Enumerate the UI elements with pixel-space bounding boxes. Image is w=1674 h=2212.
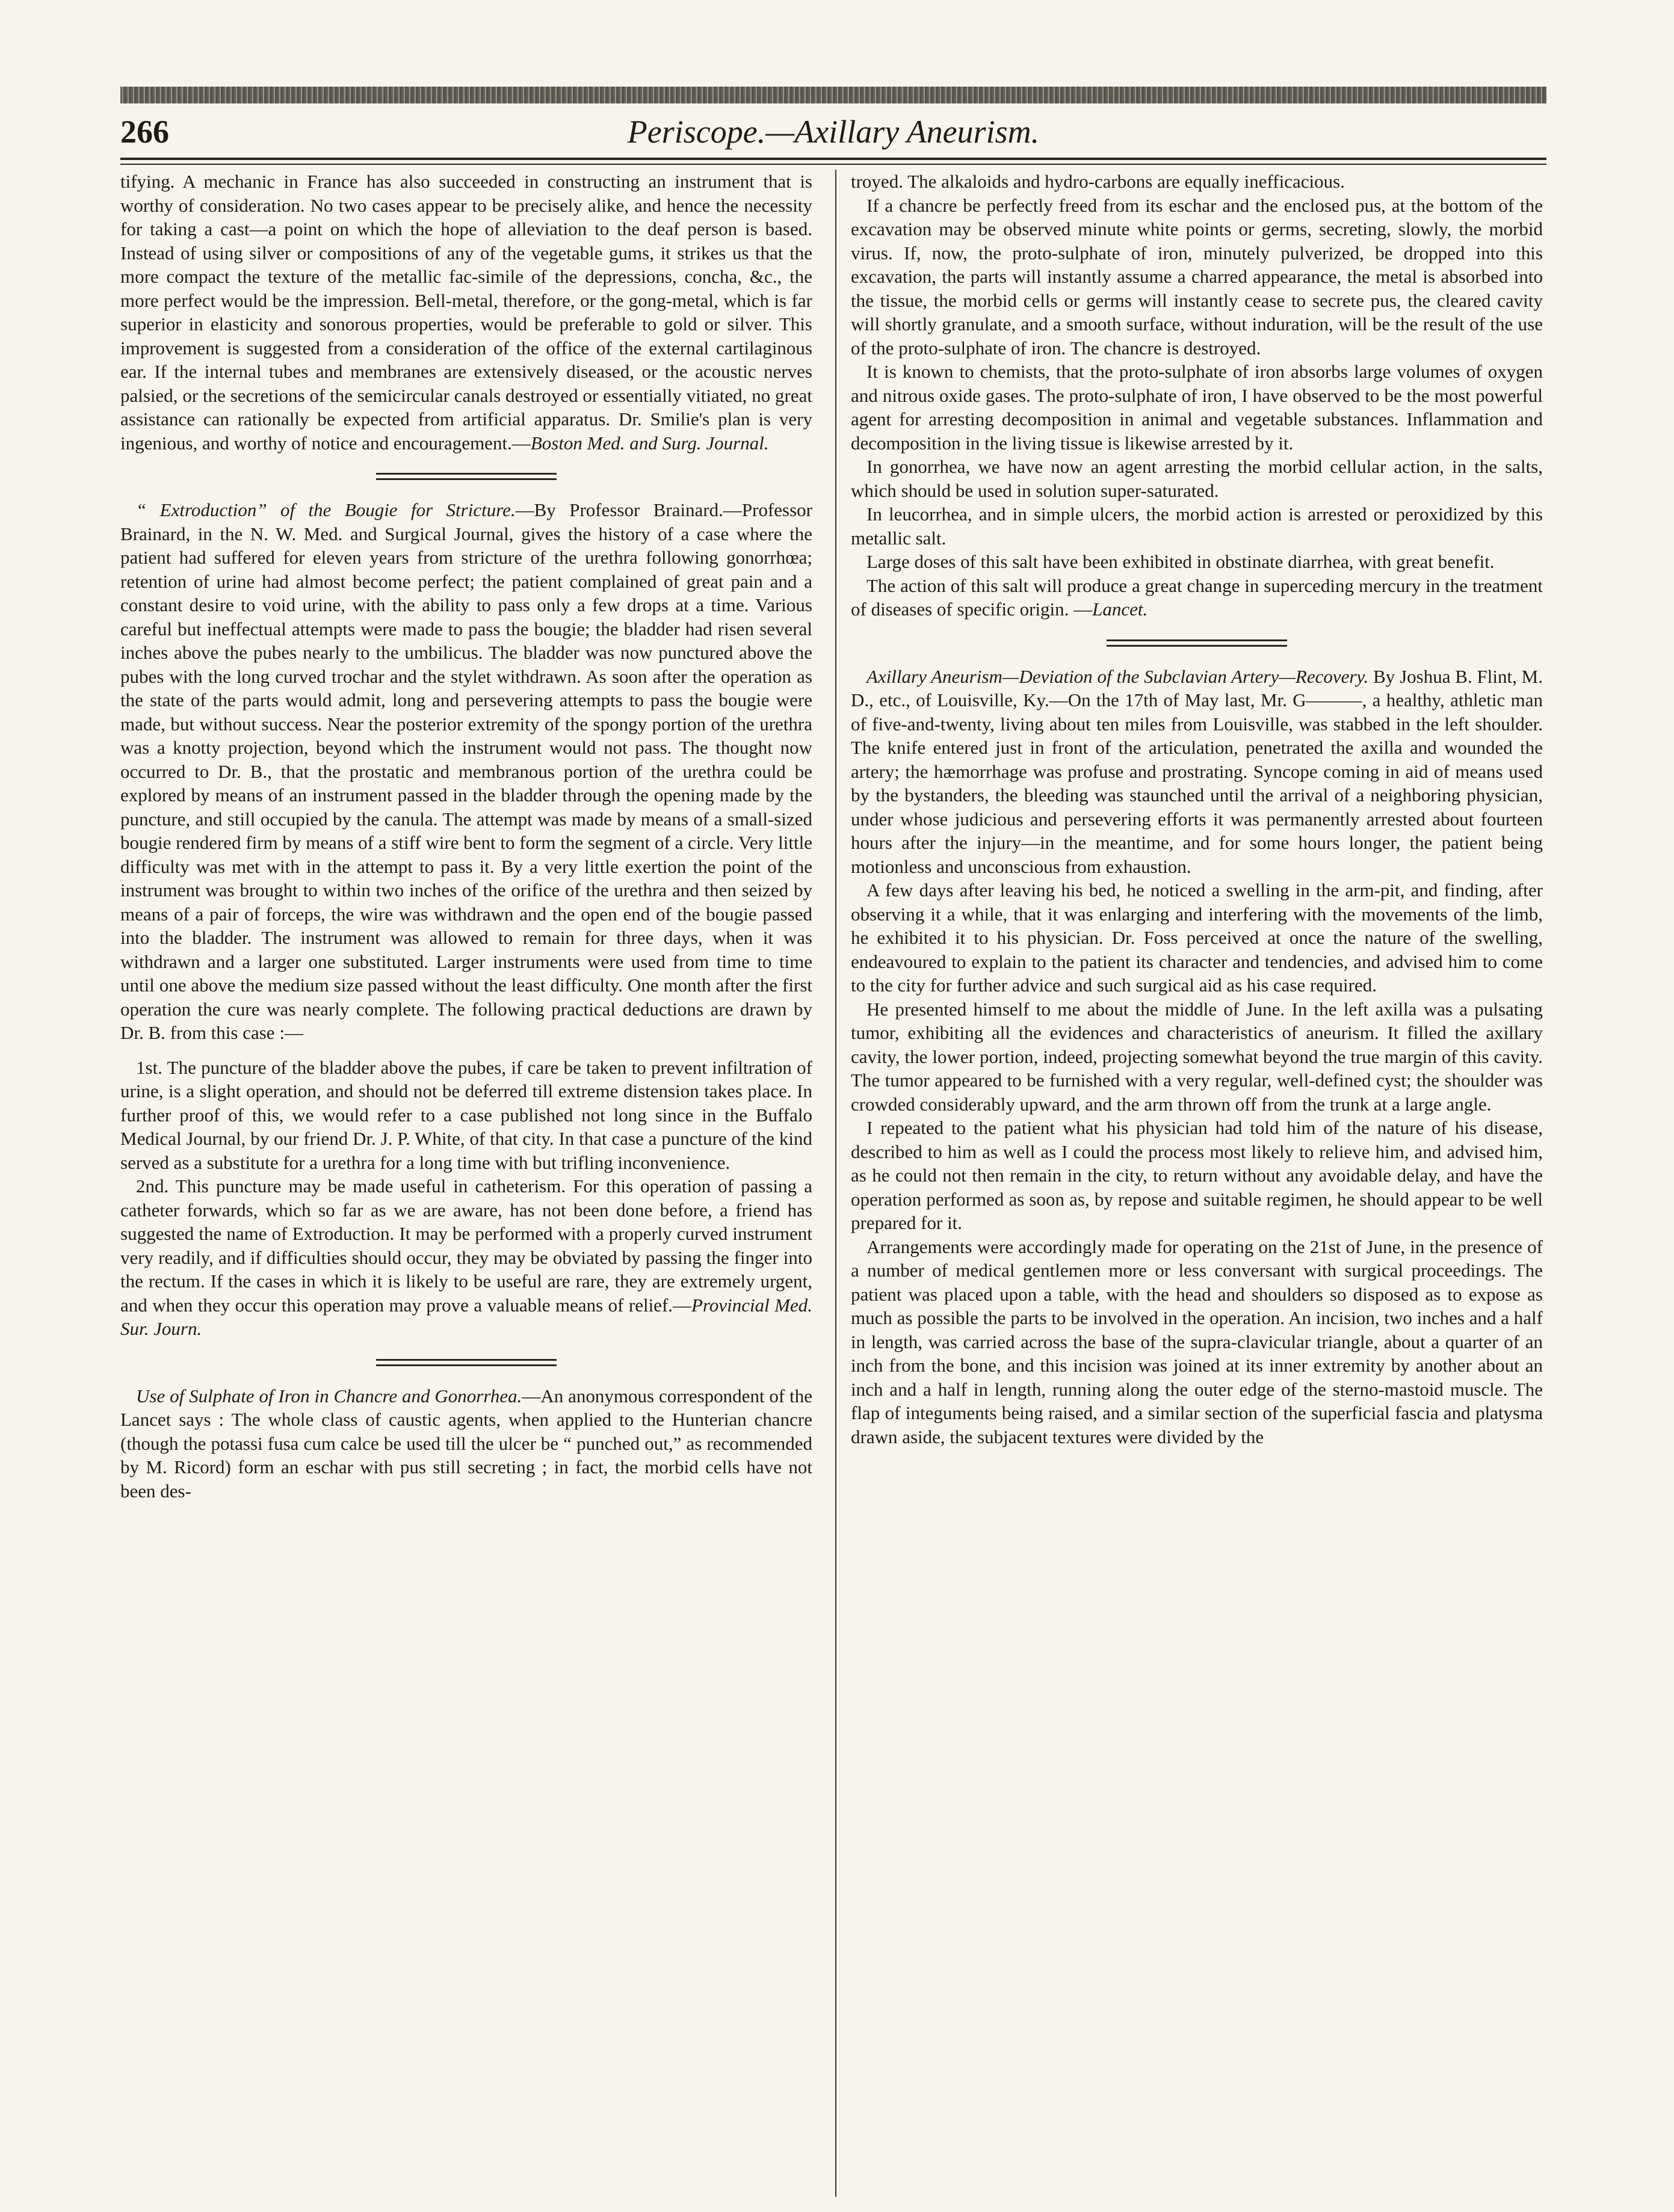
article-paragraph: Use of Sulphate of Iron in Chancre and Gonorrhea.—An anonymous correspondent of the Lancet says : The whole class of caustic agents, when applied to the Hunterian chancre (though the potassi fusa cum calce be used till the ulcer be “ punched out,” as recommended by M. Ricord) form an eschar with pus still secreting ; in fact, the morbid cells have not been des- (120, 1385, 813, 1502)
header-rule-thin (120, 164, 1546, 165)
paragraph: In gonorrhea, we have now an agent arresting the morbid cellular action, in the salts, which should be used in solution super-saturated. (851, 456, 1543, 501)
article-title: “ Extroduction” of the Bougie for Stricture. (136, 499, 516, 520)
paragraph: tifying. A mechanic in France has also succeeded in constructing an instrument that is worthy of consideration. No two cases appear to be precisely alike, and hence the necessity for taking a cast—a point on which the hope of alleviation to the deaf person is based. Instead of using silver or compositions of any of the vegetable gums, it strikes us that the more compact the texture of the metallic fac-simile of the depressions, concha, &c., the more perfect would be the impression. Bell-metal, therefore, or the gong-metal, which is far superior in elasticity and sonorous properties, would be preferable to gold or silver. This improvement is suggested from a consideration of the office of the external cartilaginous ear. If the internal tubes and membranes are extensively diseased, or the acoustic nerves palsied, or the secretions of the semicircular canals destroyed or essentially vitiated, no great assistance can rationally be expected from artificial apparatus. Dr. Smilie's plan is very ingenious, and worthy of notice and encouragement.—Boston Med. and Surg. Journal. (120, 171, 812, 454)
page-header (120, 107, 1546, 155)
paragraph: The action of this salt will produce a great change in superceding mercury in the treatment of diseases of specific origin. —Lancet. (851, 575, 1543, 620)
paragraph: troyed. The alkaloids and hydro-carbons are equally inefficacious. (851, 171, 1345, 192)
paragraph: 2nd. This puncture may be made useful in catheterism. For this operation of passing a catheter forwards, which so far as we are aware, has not been done before, a friend has suggested the name of Extroduction. It may be performed with a properly curved instrument very readily, and if difficulties should occur, they may be obviated by passing the finger into the rectum. If the cases in which it is likely to be useful are rare, they are extremely urgent, and when they occur this operation may prove a valuable means of relief.—Provincial Med. Sur. Journ. (120, 1175, 813, 1339)
page-number: 266 (120, 114, 169, 150)
article-paragraph: Axillary Aneurism—Deviation of the Subclavian Artery—Recovery. By Joshua B. Flint, M. D., etc., of Louisville, Ky.—On the 17th of May last, Mr. G———, a healthy, athletic man of five-and-twenty, living about ten miles from Louisville, was stabbed in the left shoulder. The knife entered just in front of the articulation, penetrated the axilla and wounded the artery; the hæmorrhage was profuse and prostrating. Syncope coming in aid of means used by the bystanders, the bleeding was staunched until the arrival of a neighboring physician, under whose judicious and persevering efforts it was permanently arrested about fourteen hours after the injury—in the meantime, and for some hours longer, the patient being motionless and unconscious from exhaustion. (851, 665, 1543, 877)
paragraph: In leucorrhea, and in simple ulcers, the morbid action is arrested or peroxidized by this metallic salt. (851, 504, 1543, 549)
right-column (851, 170, 1543, 1449)
section-separator (376, 473, 557, 480)
paragraph: He presented himself to me about the middle of June. In the left axilla was a pulsating tumor, exhibiting all the evidences and characteristics of aneurism. It filled the axillary cavity, the lower portion, indeed, projecting somewhat beyond the true margin of this cavity. The tumor appeared to be furnished with a very regular, well-defined cyst; the shoulder was crowded considerably upward, and the arm thrown off from the trunk at a large angle. (851, 998, 1543, 1115)
running-title: Periscope.—Axillary Aneurism. (627, 114, 1040, 150)
source-citation: Provincial Med. Sur. Journ. (120, 1294, 813, 1339)
header-rule (120, 158, 1546, 160)
paragraph: A few days after leaving his bed, he noticed a swelling in the arm-pit, and finding, after observing it a while, that it was enlarging and interfering with the movements of the limb, he exhibited it to his physician. Dr. Foss perceived at once the nature of the swelling, endeavoured to explain to the patient its character and tendencies, and advised him to come to the city for further advice and such surgical aid as his case required. (851, 880, 1543, 996)
section-separator (376, 1359, 557, 1366)
source-citation: Lancet. (1092, 599, 1148, 620)
top-ornamental-rule (120, 87, 1546, 103)
paragraph: 1st. The puncture of the bladder above the pubes, if care be taken to prevent infiltration of urine, is a slight operation, and should not be deferred till extreme distension takes place. In further proof of this, we would refer to a case published not long since in the Buffalo Medical Journal, by our friend Dr. J. P. White, of that city. In that case a puncture of the kind served as a substitute for a urethra for a long time with but trifling inconvenience. (120, 1056, 812, 1173)
section-separator (1107, 639, 1287, 647)
source-citation: Boston Med. and Surg. Journal. (530, 432, 769, 454)
paragraph: If a chancre be perfectly freed from its eschar and the enclosed pus, at the bottom of the excavation may be observed minute white points or germs, secreting, slowly, the morbid virus. If, now, the proto-sulphate of iron, minutely pulverized, be dropped into this excavation, the parts will instantly assume a charred appearance, the metal is absorbed into the tissue, the morbid cells or germs will instantly cease to secrete pus, the cleared cavity will shortly granulate, and a smooth surface, without induration, will be the result of the use of the proto-sulphate of iron. The chancre is destroyed. (851, 194, 1543, 359)
column-divider (835, 170, 836, 2197)
article-title: Use of Sulphate of Iron in Chancre and Gonorrhea. (136, 1385, 522, 1406)
article-title: Axillary Aneurism—Deviation of the Subclavian Artery—Recovery. (866, 665, 1369, 687)
paragraph: I repeated to the patient what his physician had told him of the nature of his disease, described to him as well as I could the process most likely to relieve him, and advised him, as he could not then remain in the city, to return without any avoidable delay, and have the operation performed as soon as, by repose and suitable regimen, he should appear to be well prepared for it. (851, 1117, 1543, 1233)
left-column (120, 170, 812, 1503)
article-paragraph: “ Extroduction” of the Bougie for Stricture.—By Professor Brainard.—Professor Brainard, in the N. W. Med. and Surgical Journal, gives the history of a case where the patient had suffered for eleven years from stricture of the urethra following gonorrhœa; retention of urine had almost become perfect; the patient complained of great pain and a constant desire to void urine, with the ability to pass only a few drops at a time. Various careful but ineffectual attempts were made to pass the bougie; the bladder had risen several inches above the pubes nearly to the umbilicus. The bladder was now punctured above the pubes with the long curved trochar and the stylet withdrawn. As soon after the operation as the state of the parts would admit, long and persevering attempts to pass the bougie were made, but without success. Near the posterior extremity of the spongy portion of the urethra was a knotty projection, beyond which the instrument would not pass. The thought now occurred to Dr. B., that the prostatic and membranous portion of the urethra could be explored by means of an instrument passed in the bladder through the opening made by the puncture, and still occupied by the canula. The attempt was made by means of a small-sized bougie rendered firm by means of a stiff wire bent to form the segment of a circle. Very little difficulty was met with in the attempt to pass it. By a very little exertion the point of the instrument was brought to within two inches of the orifice of the urethra and then seized by means of a pair of forceps, the wire was withdrawn and the open end of the bougie passed into the bladder. The instrument was allowed to remain for three days, when it was withdrawn and a larger one substituted. Larger instruments were used from time to time until one above the medium size passed without the least difficulty. One month after the first operation the cure was nearly complete. The following practical deductions are drawn by Dr. B. from this case :— (120, 499, 812, 1043)
paragraph: Arrangements were accordingly made for operating on the 21st of June, in the presence of a number of medical gentlemen more or less conversant with surgical proceedings. The patient was placed upon a table, with the head and shoulders so disposed as to expose as much as possible the parts to be involved in the operation. An incision, two inches and a half in length, was carried across the base of the supra-clavicular triangle, about a quarter of an inch from the bone, and this incision was joined at its inner extremity by another about an inch and a half in length, running along the outer edge of the sterno-mastoid muscle. The flap of integuments being raised, and a similar section of the superficial fascia and platysma drawn aside, the subjacent textures were divided by the (851, 1236, 1543, 1447)
paragraph: Large doses of this salt have been exhibited in obstinate diarrhea, with great benefit. (866, 551, 1495, 572)
paragraph: It is known to chemists, that the proto-sulphate of iron absorbs large volumes of oxygen and nitrous oxide gases. The proto-sulphate of iron, I have observed to be the most powerful agent for arresting decomposition in animal and vegetable substances. Inflammation and decomposition in the living tissue is likewise arrested by it. (851, 361, 1543, 454)
